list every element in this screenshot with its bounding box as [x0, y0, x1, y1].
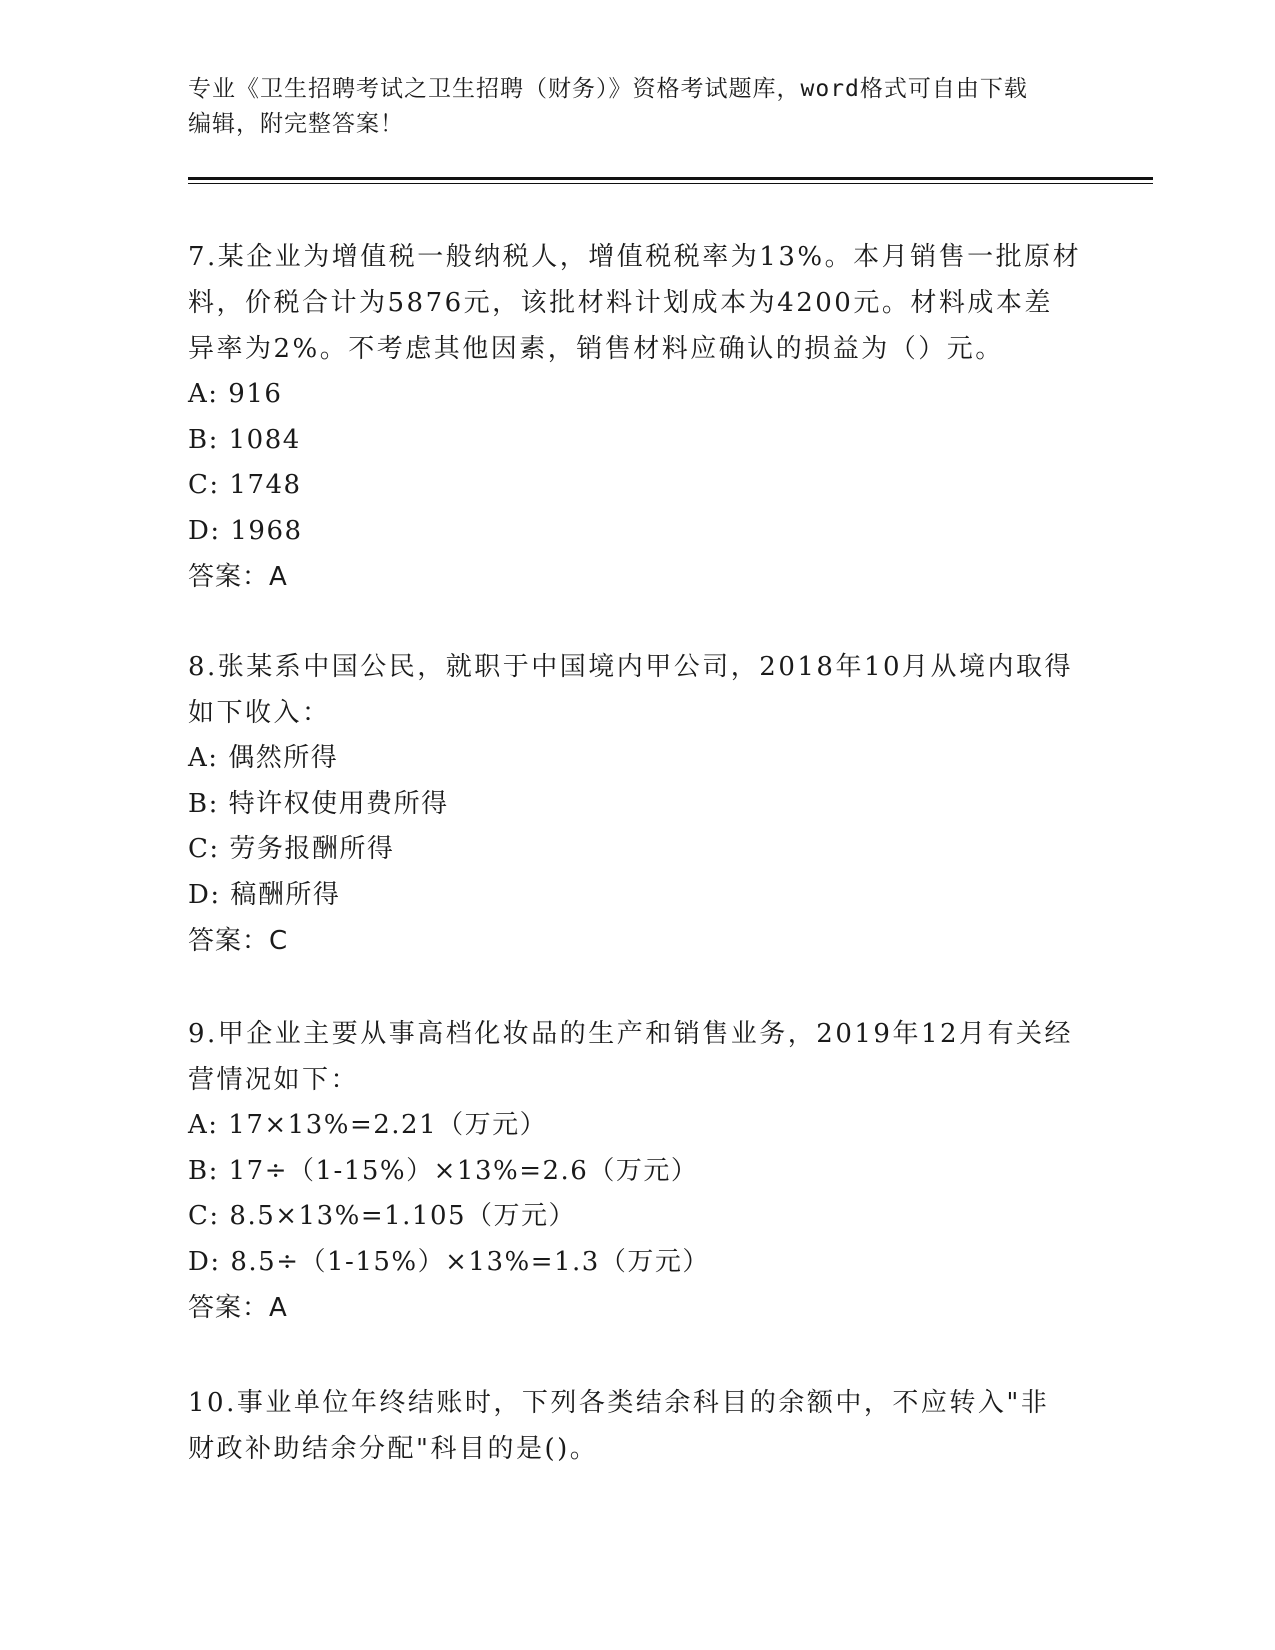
option-d: D: 8.5÷（1-15%）×13%=1.3（万元）	[188, 1246, 710, 1277]
question-text-line: 9.甲企业主要从事高档化妆品的生产和销售业务，2019年12月有关经	[188, 1019, 1074, 1049]
answer-label: 答案：C	[188, 926, 289, 956]
document-header	[188, 72, 1088, 142]
question-text-line: 财政补助结余分配"科目的是()。	[188, 1434, 599, 1464]
option-c: C: 劳务报酬所得	[188, 834, 395, 864]
answer-label: 答案：A	[188, 562, 288, 592]
question-text-line: 异率为2%。不考虑其他因素，销售材料应确认的损益为（）元。	[188, 334, 1004, 364]
question-9	[188, 1011, 1088, 1331]
option-b: B: 特许权使用费所得	[188, 788, 449, 819]
option-d: D: 稿酬所得	[188, 879, 341, 910]
header-line-2: 编辑，附完整答案！	[188, 111, 404, 137]
question-8	[188, 644, 1088, 964]
option-a: A: 偶然所得	[188, 743, 339, 773]
question-text-line: 营情况如下：	[188, 1065, 360, 1095]
header-divider-thick	[188, 177, 1153, 180]
question-text-line: 8.张某系中国公民，就职于中国境内甲公司，2018年10月从境内取得	[188, 652, 1074, 682]
question-10	[188, 1380, 1088, 1472]
question-text-line: 如下收入：	[188, 698, 331, 728]
answer-label: 答案：A	[188, 1293, 288, 1323]
option-d: D: 1968	[188, 515, 303, 546]
option-a: A: 916	[188, 379, 283, 409]
question-text-line: 料，价税合计为5876元，该批材料计划成本为4200元。材料成本差	[188, 288, 1053, 318]
option-a: A: 17×13%=2.21（万元）	[188, 1110, 548, 1140]
option-c: C: 8.5×13%=1.105（万元）	[188, 1201, 577, 1231]
question-text-line: 10.事业单位年终结账时，下列各类结余科目的余额中，不应转入"非	[188, 1388, 1050, 1418]
question-text-line: 7.某企业为增值税一般纳税人，增值税税率为13%。本月销售一批原材	[188, 242, 1082, 272]
option-b: B: 1084	[188, 424, 301, 455]
question-7	[188, 234, 1088, 600]
header-line-1: 专业《卫生招聘考试之卫生招聘（财务）》资格考试题库，word格式可自由下载	[188, 76, 1028, 102]
option-b: B: 17÷（1-15%）×13%=2.6（万元）	[188, 1155, 699, 1186]
option-c: C: 1748	[188, 470, 302, 500]
header-divider-thin	[188, 183, 1153, 184]
